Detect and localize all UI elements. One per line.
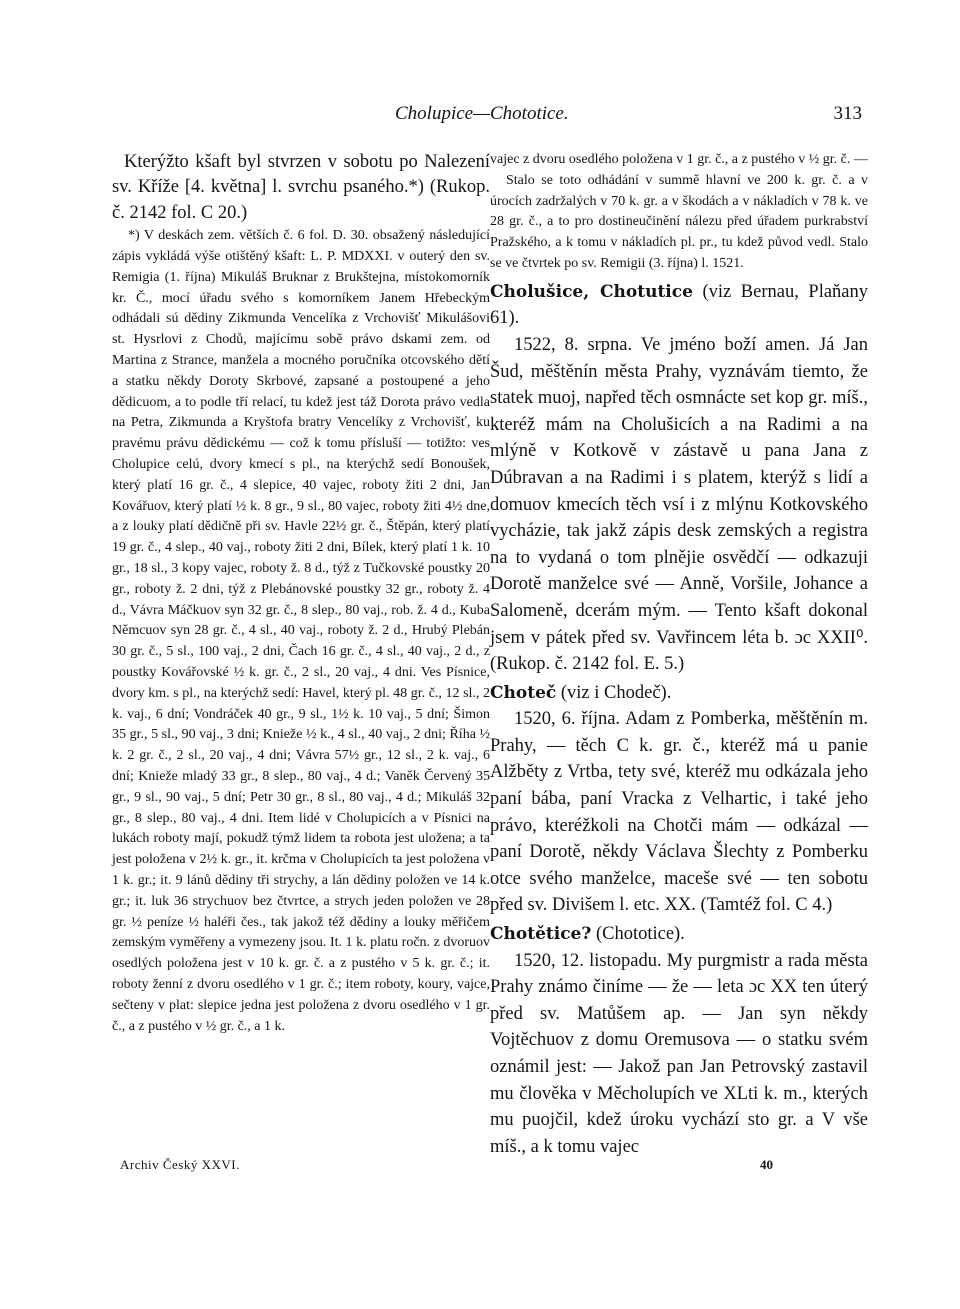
entry-text: 1522, 8. srpna. Ve jméno boží amen. Já Jan Šud, měštěnín města Prahy, vyznávám tiemto, že statek muoj, napřed těch osmnácte set kop gr. míš., kteréž mám na Cholušicích a na Radimi a na mlýně v Kotkově v zástavě u pana Jana z Dúbravan a na Radimi i s platem, kterýž s lidí a domuov kmecích těch vsí i z mlýnu Kotkovského vycházie, tak jakž zápis desk zemských a registra na to vydaná o tom plnějie osvědčí — odkazuji Dorotě manželce své — Anně, Voršile, Johance a Salomeně, dcerám mým. — Tento kšaft dokonal jsem v pátek před sv. Vavřincem léta b. ɔc XXII⁰. (Rukop. č. 2142 fol. E. 5.) [490,334,868,675]
right-column [490,150,868,1160]
footnote-continuation: vajec z dvoru osedlého položena v 1 gr. č., a z pustého v ½ gr. č. — [490,152,868,167]
signature-mark: 40 [760,1157,773,1172]
entry-heading-note: (viz i Chodeč). [556,682,672,703]
signature-line: Archiv Český XXVI. [120,1157,240,1172]
lead-paragraph: Kterýžto kšaft byl stvrzen v sobotu po Nalezení sv. Kříže [4. května] l. svrchu psaného.*) (Rukop. č. 2142 fol. C 20.) [112,152,490,223]
footnote-continuation-2: Stalo se toto odhádání v summě hlavní ve 200 k. gr. č. a v úrocích zadržalých v 70 k. gr. a v škodách a v nákladích v 78 k. ve 28 gr. č., a to pro dostineučinění nálezu před úřadem purkrabství Pražského, a k tomu v nákladích pl. pr., tu kdež původ vedl. Stalo se ve čtvrtek po sv. Remigii (3. října) l. 1521. [490,172,868,271]
entry-text: 1520, 12. listopadu. My purgmistr a rada města Prahy známo činíme — že — leta ɔc XX ten úterý před sv. Matůšem ap. — Jan syn někdy Vojtěchuov z domu Oremusova — o statku svém oznámil jest: — Jakož pan Jan Petrovský zastavil mu člověka v Měcholupích ve XLti k. m., kterých mu puojčil, kdež úroku vychází sto gr. a V vše míš., a k tomu vajec [490,950,868,1157]
entry-heading [490,279,868,332]
entry-heading [490,680,868,707]
entry-heading-note: (viz Bernau, Plaňany 61). [490,281,868,329]
left-column [112,150,490,1037]
entry-headword: Cholušice, Chotutice [490,281,693,302]
footnote: *) V deskách zem. větších č. 6 fol. D. 30. obsažený následující zápis vykládá výše otištěný kšaft: L. P. MDXXI. v outerý den sv. Remigia (1. října) Mikuláš Bruknar z Brukštejna, místokomorník kr. Č., mocí úřadu svého s komorníkem Janem Hřebeckým odhádali sú dědiny Zikmunda Vencelíka z Vrchovišť Mikulášovi st. Hysrlovi z Chodů, majícímu sobě právo dskami zem. od Martina z Strance, manžela a mocného poručníka otcovského dětí a statku někdy Doroty Skrbové, zapsané a postoupené a jeho dědicuom, a to podle tří relací, tu kdež jest táž Dorota právo vedla na Petra, Zikmunda a Kryštofa bratry Vencelíky z Vrchovišť, ku pravému právu dědickému — což k tomu přísluší — totižto: ves Cholupice celú, dvory kmecí s pl., na kterýchž sedí Bonoušek, který platí 16 gr. č., 4 slepice, 40 vajec, roboty žiti 2 dni, Jan Kovářuov, který platí ½ k. 8 gr., 9 sl., 80 vajec, roboty žiti 4½ dne, a z louky platí dědičně při sv. Havle 22½ gr. č., Štěpán, který platí 19 gr. č., 4 slep., 40 vaj., roboty žiti 2 dni, Bílek, který platí 1 k. 10 gr., 18 sl., 3 kopy vajec, roboty ž. 8 d., týž z Tučkovské poustky 20 gr., roboty ž. 2 dni, týž z Plebánovské poustky 32 gr., roboty ž. 4 d., Vávra Máčkuov syn 32 gr. č., 8 slep., 80 vaj., rob. ž. 4 d., Kuba Němcuov syn 28 gr. č., 4 sl., 40 vaj., roboty ž. 2 d., Hrubý Plebán 30 gr. č., 5 sl., 100 vaj., 2 dni, Čach 16 gr. č., 4 sl., 40 vaj., 2 d., z poustky Kovářovské ½ k. gr. č., 2 sl., 20 vaj., 4 dni. Ves Písnice, dvory km. s pl., na kterýchž sedí: Havel, který pl. 48 gr. č., 12 sl., 2 k. vaj., 6 dní; Vondráček 40 gr., 9 sl., 1½ k. 10 vaj., 5 dní; Šimon 35 gr., 5 sl., 90 vaj., 3 dni; Knieže ½ k., 4 sl., 40 vaj., 2 dni; Říha ½ k. 2 gr. č., 2 sl., 20 vaj., 4 dni; Vávra 57½ gr., 12 sl., 2 k. vaj., 6 dní; Knieže mladý 33 gr., 8 slep., 80 vaj., 4 d.; Vaněk Červený 35 gr., 9 sl., 90 vaj., 5 dní; Petr 30 gr., 8 sl., 80 vaj., 4 d.; Mikuláš 32 gr., 8 slep., 80 vaj., 4 dni. Item lidé v Cholupicích a v Písnici na lukách roboty mají, pokudž týmž lidem ta robota jest uložena; a ta jest položena v 2½ k. gr., it. krčma v Cholupicích ta jest položena v 1 k. gr.; it. 9 lánů dědiny tři strychy, a lán dědiny položen ve 14 k. gr.; it. luk 36 strychuov bez čtvrtce, a strych jeden položen ve 28 gr. ½ peníze ½ haléři čes., tak jakož též dědiny a louky měřičem zemským vyměřeny a vymezeny jsou. It. 1 k. platu ročn. z dvoruov osedlých položena jest v 10 k. gr. č. a z pustého v 5 k. gr. č.; it. roboty ženní z dvoru osedlého v 1 gr. č.; item roboty, koury, vajce, sečteny v plat: slepice jedna jest položena z dvoru osedlého v 1 gr. č., a z pustého v ½ gr. č., a 1 k. [112,228,490,1034]
entry-headword: Choteč [490,682,557,703]
entry-text: 1520, 6. října. Adam z Pomberka, měštěnín m. Prahy, — těch C k. gr. č., kteréž má u panie Alžběty z Vrtba, tety své, kteréž mu odkázala jeho paní bába, paní Vracka z Velhartic, i také jeho právo, kteréžkoli na Chotči mám — odkázal — paní Dorotě, někdy Václava Šlechty z Pomberku otce svého manželce, maceše své — ten sobotu před sv. Divišem l. etc. XX. (Tamtéž fol. C 4.) [490,709,868,916]
entry-heading [490,921,868,948]
entry-heading-note: (Chototice). [591,924,685,945]
page-number: 313 [833,103,862,124]
running-title: Cholupice—Chototice. [395,103,569,124]
entry-headword: Chotětice? [490,924,592,945]
